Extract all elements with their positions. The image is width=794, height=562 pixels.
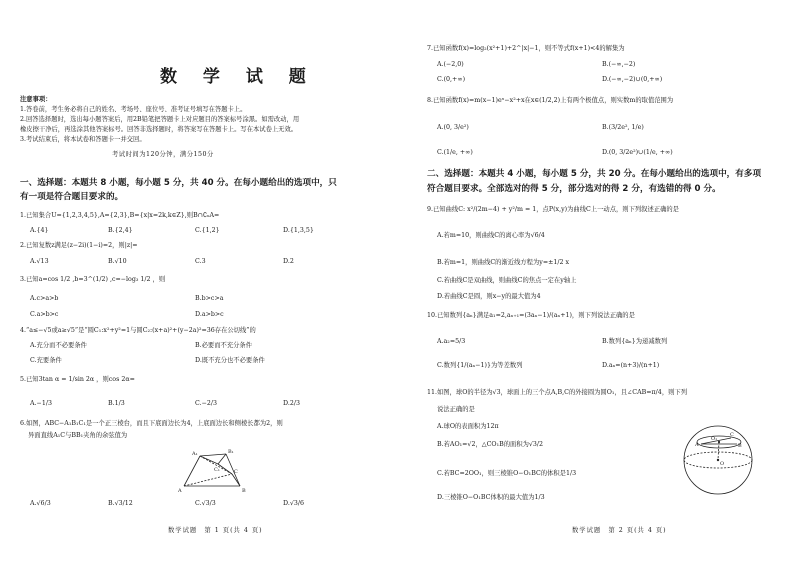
question-stem: 2.已知复数z满足(z−2i)(1−i)=2，则|z|= bbox=[20, 242, 138, 249]
question-stem: 9.已知曲线C: x²/(2m−4) + y²/m = 1，点P(x,y)为曲线C上一动点，则下列叙述正确的是 bbox=[427, 206, 679, 213]
question-stem: 异面直线A₁C与BB₁夹角的余弦值为 bbox=[28, 432, 128, 439]
option-d: D.(−∞,−2)∪(0,+∞) bbox=[602, 76, 663, 83]
right-page bbox=[397, 0, 794, 562]
option-a: A.充分而不必要条件 bbox=[30, 342, 87, 349]
option-d: D.2 bbox=[283, 258, 294, 265]
exam-info: 考试时间为120分钟，满分150分 bbox=[112, 151, 214, 158]
page-footer: 数学试题 第 1 页(共 4 页) bbox=[168, 527, 263, 534]
notice-heading: 注意事项： bbox=[20, 96, 52, 103]
page-title: 数 学 试 题 bbox=[160, 67, 316, 87]
option-d: D.{1,3,5} bbox=[283, 227, 314, 234]
section-heading: 符合题目要求。全部选对的得 5 分，部分选对的得 2 分，有选错的得 0 分。 bbox=[427, 184, 721, 194]
notice-line: 橡皮擦干净后，再选涂其他答案标号。回答非选择题时，将答案写在答题卡上。写在本试卷上无效。 bbox=[20, 126, 298, 133]
section-heading: 一、选择题：本题共 8 小题，每小题 5 分，共 40 分。在每小题给出的选项中，只 bbox=[20, 178, 337, 188]
question-stem: 10.已知数列{aₙ}满足a₁=2,aₙ₊₁=(3aₙ−1)/(aₙ+1)，则下列说法正确的是 bbox=[427, 312, 635, 319]
question-stem: 11.如图，球O的半径为√3，球面上的三个点A,B,C的外接圆为圆O₁，且∠CAB=π/4，则下列 bbox=[427, 389, 688, 396]
figure-label-a: A bbox=[178, 488, 182, 494]
figure-label-c: C bbox=[234, 469, 238, 475]
figure-label-b: B bbox=[242, 488, 246, 494]
option-b: B.(3/2e², 1/e) bbox=[602, 124, 644, 131]
section-heading: 二、选择题：本题共 4 小题，每小题 5 分，共 20 分。在每小题给出的选项中，有多项 bbox=[427, 169, 762, 179]
question-stem: 3.已知a=cos 1/2 ,b=3^(1/2) ,c=−log₃ 1/2 ，则 bbox=[20, 276, 166, 283]
figure-label-b1: B₁ bbox=[228, 449, 234, 455]
notice-line: 3.考试结束后，将本试卷和答题卡一并交回。 bbox=[20, 136, 146, 143]
option-a: A.{4} bbox=[30, 227, 49, 234]
notice-line: 1.答卷前，考生务必将自己的姓名、考场号、座位号、准考证号填写在答题卡上。 bbox=[20, 106, 247, 113]
question-stem: 6.如图，ABC−A₁B₁C₁是一个正三棱台，而且下底面边长为4，上底面边长和侧棱长都为2，则 bbox=[20, 420, 283, 427]
option-b: B.必要而不充分条件 bbox=[195, 342, 253, 349]
option-c: C.3 bbox=[195, 258, 206, 265]
notice-line: 2.回答选择题时，选出每小题答案后，用2B铅笔把答题卡上对应题目的答案标号涂黑。如需改动，用 bbox=[20, 116, 300, 123]
option-c: C.−2/3 bbox=[195, 400, 218, 407]
figure-label-o1: O₁ bbox=[711, 436, 718, 442]
option-c: C.充要条件 bbox=[30, 357, 62, 364]
question-stem: 4.“a≤−√5或a≥√5”是“圆C₁:x²+y²=1与圆C₂:(x+a)²+(y−2a)²=36存在公切线”的 bbox=[20, 327, 256, 334]
option-d: D.若曲线C是圆，则x−y的最大值为4 bbox=[437, 293, 541, 300]
figure-label-a: A bbox=[695, 442, 699, 448]
option-a: A.(0, 3/e²) bbox=[437, 124, 469, 131]
figure-label-a1: A₁ bbox=[192, 451, 198, 457]
option-b: B.√3/12 bbox=[108, 500, 133, 507]
question-stem: 8.已知函数f(x)=m(x−1)eˣ−x²+x在x∈(1/2,2)上有两个极值点，则实数m的取值范围为 bbox=[427, 97, 674, 104]
option-d: D.√3/6 bbox=[283, 500, 304, 507]
option-b: B.若m=1，则曲线C的渐近线方程为y=±1/2 x bbox=[437, 259, 570, 266]
section-heading: 有一项是符合题目要求的。 bbox=[20, 192, 124, 202]
option-d: D.a>b>c bbox=[195, 311, 224, 318]
option-b: B.b>c>a bbox=[195, 295, 224, 302]
option-c: C.(0,+∞) bbox=[437, 76, 466, 83]
question-stem: 5.已知3tan α = 1/sin 2α ，则cos 2α= bbox=[20, 376, 135, 383]
option-a: A.球O的表面积为12π bbox=[437, 423, 499, 430]
option-d: D.2/3 bbox=[283, 400, 300, 407]
option-b: B.(−∞,−2) bbox=[602, 61, 636, 68]
option-b: B.1/3 bbox=[108, 400, 125, 407]
option-c: C.(1/e, +∞) bbox=[437, 149, 473, 156]
option-c: C.{1,2} bbox=[195, 227, 220, 234]
option-a: A.√13 bbox=[30, 258, 49, 265]
option-a: A.a₂=5/3 bbox=[437, 338, 466, 345]
sphere-figure bbox=[679, 420, 757, 496]
option-d: D.既不充分也不必要条件 bbox=[195, 357, 265, 364]
question-stem: 说法正确的是 bbox=[437, 406, 475, 413]
option-b: B.数列{aₙ}为递减数列 bbox=[602, 338, 668, 345]
question-stem: 1.已知集合U={1,2,3,4,5},A={2,3},B={x|x=2k,k∈Z},则B∩∁ᵤA= bbox=[20, 212, 220, 219]
option-c: C.若BC=2OO₁，则三棱锥O−O₁BC的体积是1/3 bbox=[437, 470, 577, 477]
option-b: B.{2,4} bbox=[108, 227, 133, 234]
question-stem: 7.已知函数f(x)=log₂(x²+1)+2^|x|−1，则不等式f(x+1)<4的解集为 bbox=[427, 45, 625, 52]
option-a: A.若m=10，则曲线C的离心率为√6/4 bbox=[437, 232, 545, 239]
figure-label-o: O bbox=[720, 461, 725, 467]
option-a: A.−1/3 bbox=[30, 400, 52, 407]
option-b: B.√10 bbox=[108, 258, 127, 265]
option-c: C.若曲线C是双曲线，则曲线C的焦点一定在y轴上 bbox=[437, 277, 577, 284]
option-c: C.a>b>c bbox=[30, 311, 59, 318]
figure-label-c: C bbox=[730, 432, 734, 438]
frustum-figure bbox=[178, 446, 258, 494]
figure-label-b: B bbox=[738, 443, 742, 449]
option-a: A.(−2,0) bbox=[437, 61, 464, 68]
option-c: C.数列{1/(aₙ−1)}为等差数列 bbox=[437, 362, 523, 369]
option-c: C.√3/3 bbox=[195, 500, 216, 507]
page-footer: 数学试题 第 2 页(共 4 页) bbox=[572, 527, 667, 534]
figure-label-c1: C₁ bbox=[214, 467, 220, 473]
option-a: A.c>a>b bbox=[30, 295, 59, 302]
option-d: D.(0, 3/2e²)∪(1/e, +∞) bbox=[602, 149, 673, 156]
option-d: D.aₙ=(n+3)/(n+1) bbox=[602, 362, 660, 369]
option-d: D.三棱锥O−O₁BC体积的最大值为1/3 bbox=[437, 494, 545, 501]
option-a: A.√6/3 bbox=[30, 500, 51, 507]
option-b: B.若AO₁=√2，△CO₁B的面积为√3/2 bbox=[437, 441, 544, 448]
